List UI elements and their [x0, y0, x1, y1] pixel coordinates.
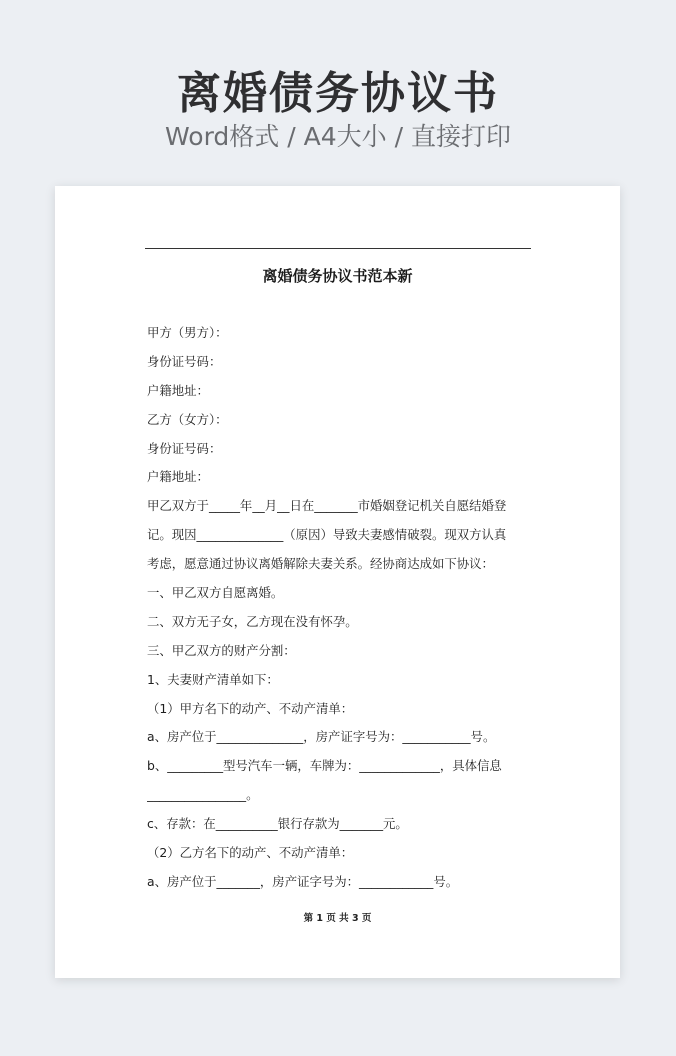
- document-line: 记。现因______________（原因）导致夫妻感情破裂。现双方认真: [147, 527, 507, 543]
- document-title: 离婚债务协议书范本新: [262, 267, 413, 285]
- document-line: （1）甲方名下的动产、不动产清单：: [147, 700, 354, 716]
- document-line: a、房产位于______________，房产证字号为：___________号。: [147, 729, 496, 745]
- document-line: 甲方（男方）：: [147, 325, 228, 340]
- page-subtitle: Word格式 / A4大小 / 直接打印: [165, 122, 511, 151]
- document-line: 三、甲乙双方的财产分割：: [147, 642, 296, 658]
- document-line: 1、夫妻财产清单如下：: [147, 671, 279, 687]
- document-line: 户籍地址：: [147, 469, 209, 485]
- document-line: 一、甲乙双方自愿离婚。: [147, 585, 284, 601]
- document-line: 甲乙双方于_____年__月__日在_______市婚姻登记机关自愿结婚登: [147, 498, 507, 514]
- document-line: ________________。: [147, 787, 259, 803]
- document-line: 考虑，愿意通过协议离婚解除夫妻关系。经协商达成如下协议：: [147, 556, 494, 572]
- document-line: c、存款：在__________银行存款为_______元。: [147, 816, 408, 832]
- document-line: a、房产位于_______，房产证字号为：____________号。: [147, 873, 459, 889]
- document-line: 户籍地址：: [147, 382, 209, 398]
- document-line: b、_________型号汽车一辆，车牌为：_____________，具体信息: [147, 758, 502, 774]
- header-rule: [145, 248, 531, 249]
- document-line: 二、双方无子女，乙方现在没有怀孕。: [147, 613, 358, 629]
- document-line: 身份证号码：: [147, 440, 222, 456]
- page-number: 第 1 页 共 3 页: [303, 913, 372, 924]
- page-title: 离婚债务协议书: [177, 68, 499, 119]
- document-line: （2）乙方名下的动产、不动产清单：: [147, 845, 354, 861]
- document-line: 乙方（女方）：: [147, 411, 228, 427]
- document-page: [55, 186, 620, 978]
- document-line: 身份证号码：: [147, 353, 222, 369]
- document-body: [147, 319, 537, 897]
